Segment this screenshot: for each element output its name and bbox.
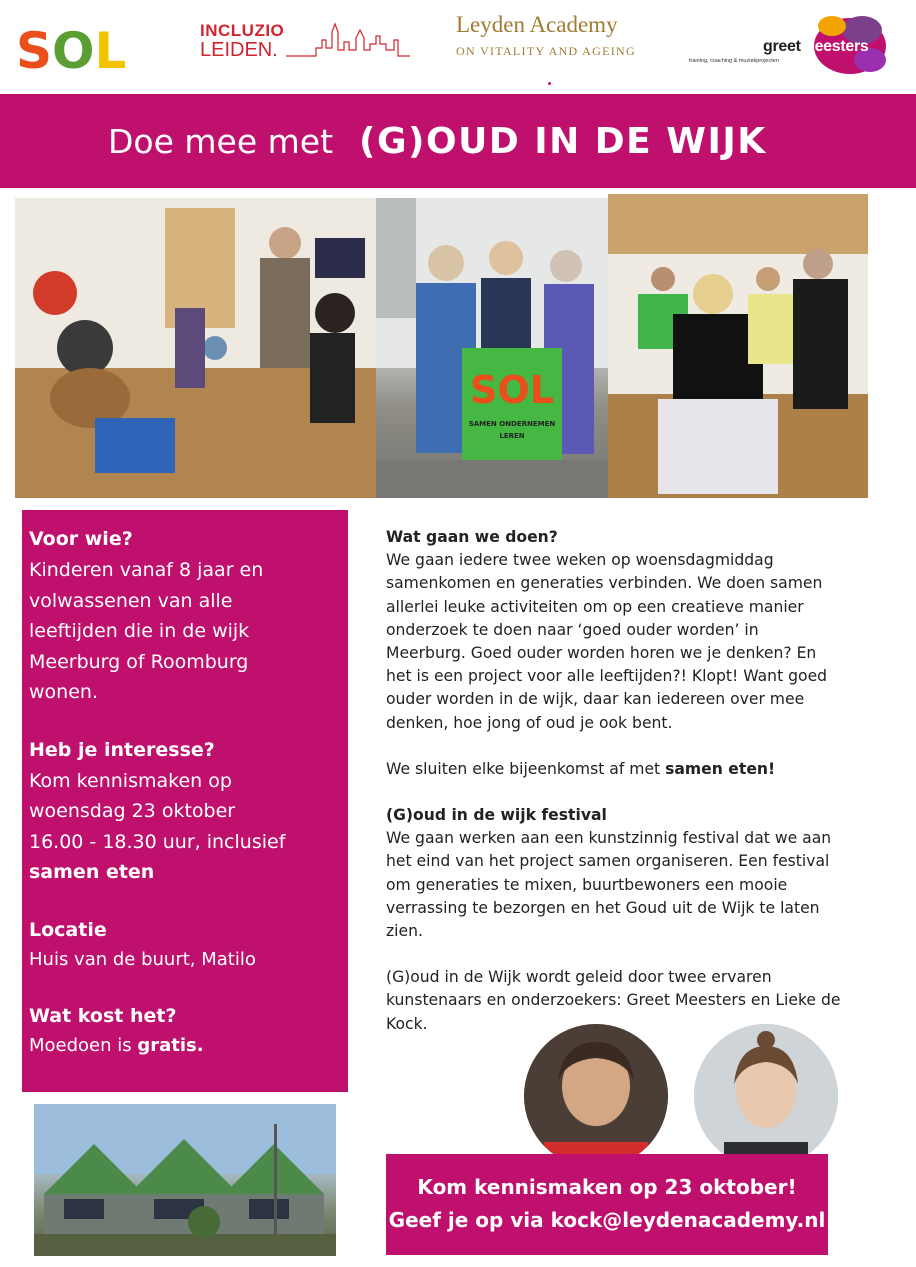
text-voor-wie-line: Meerburg of Roomburg (29, 650, 249, 673)
text-voor-wie-line: Kinderen vanaf 8 jaar en (29, 559, 264, 581)
text-paragraph-line: samenkomen en generaties verbinden. We doen samen (386, 574, 823, 593)
text-paragraph-line: het is een project voor alle leeftijden?! Klopt! Want goed (386, 667, 828, 686)
text-voor-wie-line: volwassenen van alle (29, 589, 233, 612)
text-paragraph-line: om generaties te mixen, buurtbewoners een mooie (386, 875, 788, 894)
sol-logo (16, 22, 125, 80)
text-gratis: gratis. (137, 1034, 204, 1056)
text-paragraph-line: We gaan iedere twee weken op woensdagmiddag (386, 551, 774, 570)
banner-lead: Doe mee met (108, 121, 334, 161)
text-paragraph-line: het eind van het project samen organiseren. Een festival (386, 852, 830, 871)
sol-logo-letter-s: S (16, 22, 51, 80)
text-paragraph-line: (G)oud in de Wijk wordt geleid door twee ervaren (386, 968, 772, 987)
text-paragraph-line: Kock. (386, 1014, 428, 1033)
text-paragraph-line: denken, hoe jong of oud je ook bent. (386, 713, 673, 732)
text-paragraph-line: Meerburg. Goed ouder worden horen we je denken? En (386, 644, 817, 663)
heading-festival: (G)oud in de wijk festival (386, 806, 607, 825)
text-samen-eten-bold: samen eten! (665, 759, 776, 778)
leyden-academy-name: Leyden Academy (456, 12, 618, 37)
decorative-dot (548, 82, 551, 85)
cta-line-1: Kom kennismaken op 23 oktober! (417, 1175, 797, 1199)
text-paragraph-line: onderzoek te doen naar ‘goed ouder worden’ in (386, 620, 759, 639)
heading-kosten: Wat kost het? (29, 1004, 177, 1027)
sign-subtitle-2: LEREN (499, 432, 525, 440)
photo-music-session (15, 198, 376, 498)
greet-meesters-tagline: training, coaching & muziekprojecten (689, 58, 779, 64)
text-samen-eten-line (386, 758, 886, 781)
text-samen-eten-prefix: We sluiten elke bijeenkomst af met (386, 759, 666, 778)
text-paragraph-line: We gaan werken aan een kunstzinnig festival dat we aan (386, 829, 832, 848)
photo-movement-exercise (608, 194, 868, 498)
text-interesse-line: Kom kennismaken op (29, 769, 232, 792)
text-interesse-line: woensdag 23 oktober (29, 800, 236, 822)
greet-name-part1: greet (763, 38, 801, 55)
info-panel (22, 510, 348, 1092)
leyden-academy-subtitle: ON VITALITY AND AGEING (456, 44, 636, 58)
sol-logo-letter-o: O (52, 22, 93, 80)
title-banner (0, 94, 916, 188)
heading-wat-gaan-we-doen: Wat gaan we doen? (386, 528, 558, 546)
cta-box (386, 1154, 828, 1255)
incluzio-logo-top: INCLUZIO (200, 21, 285, 40)
incluzio-leiden-logo (200, 20, 410, 62)
sign-sol-text: SOL (470, 368, 554, 412)
text-voor-wie-line: leeftijden die in de wijk (29, 620, 250, 642)
text-kosten-prefix: Moedoen is (29, 1034, 138, 1056)
incluzio-logo-bottom: LEIDEN. (200, 39, 278, 61)
heading-locatie: Locatie (29, 918, 107, 941)
text-interesse-line: 16.00 - 18.30 uur, inclusief (29, 830, 286, 853)
text-paragraph-line: ouder worden in de wijk, daar kan iedereen over mee (386, 690, 805, 709)
photo-huis-van-de-buurt (34, 1104, 336, 1256)
text-paragraph-line: allerlei leuke activiteiten om op een creatieve manier (386, 597, 804, 616)
city-skyline-icon (286, 20, 410, 60)
heading-interesse: Heb je interesse? (29, 738, 215, 761)
heading-voor-wie: Voor wie? (29, 528, 133, 550)
portrait-greet-meesters (524, 1024, 668, 1168)
portrait-lieke-de-kock (694, 1024, 838, 1168)
greet-meesters-logo (686, 12, 896, 78)
text-locatie: Huis van de buurt, Matilo (29, 948, 256, 970)
text-paragraph-line: verrassing te bezorgen en het Goud uit de Wijk te laten (386, 898, 820, 917)
text-paragraph-line: zien. (386, 922, 423, 941)
photo-three-women-sign (376, 198, 608, 498)
cta-line-2[interactable]: Geef je op via kock@leydenacademy.nl (388, 1208, 826, 1232)
sign-subtitle-1: SAMEN ONDERNEMEN (468, 420, 556, 428)
greet-meesters-name (763, 38, 869, 56)
banner-title: (G)OUD IN DE WIJK (359, 120, 767, 162)
text-paragraph-line: kunstenaars en onderzoekers: Greet Meesters en Lieke de (386, 991, 841, 1010)
sol-logo-letter-l: L (94, 22, 125, 80)
text-kosten (29, 1032, 348, 1060)
description-column (386, 526, 886, 1059)
text-voor-wie-line: wonen. (29, 681, 98, 703)
text-samen-eten: samen eten (29, 861, 155, 883)
greet-name-part2: meesters (800, 38, 869, 55)
leyden-academy-logo (456, 12, 656, 59)
